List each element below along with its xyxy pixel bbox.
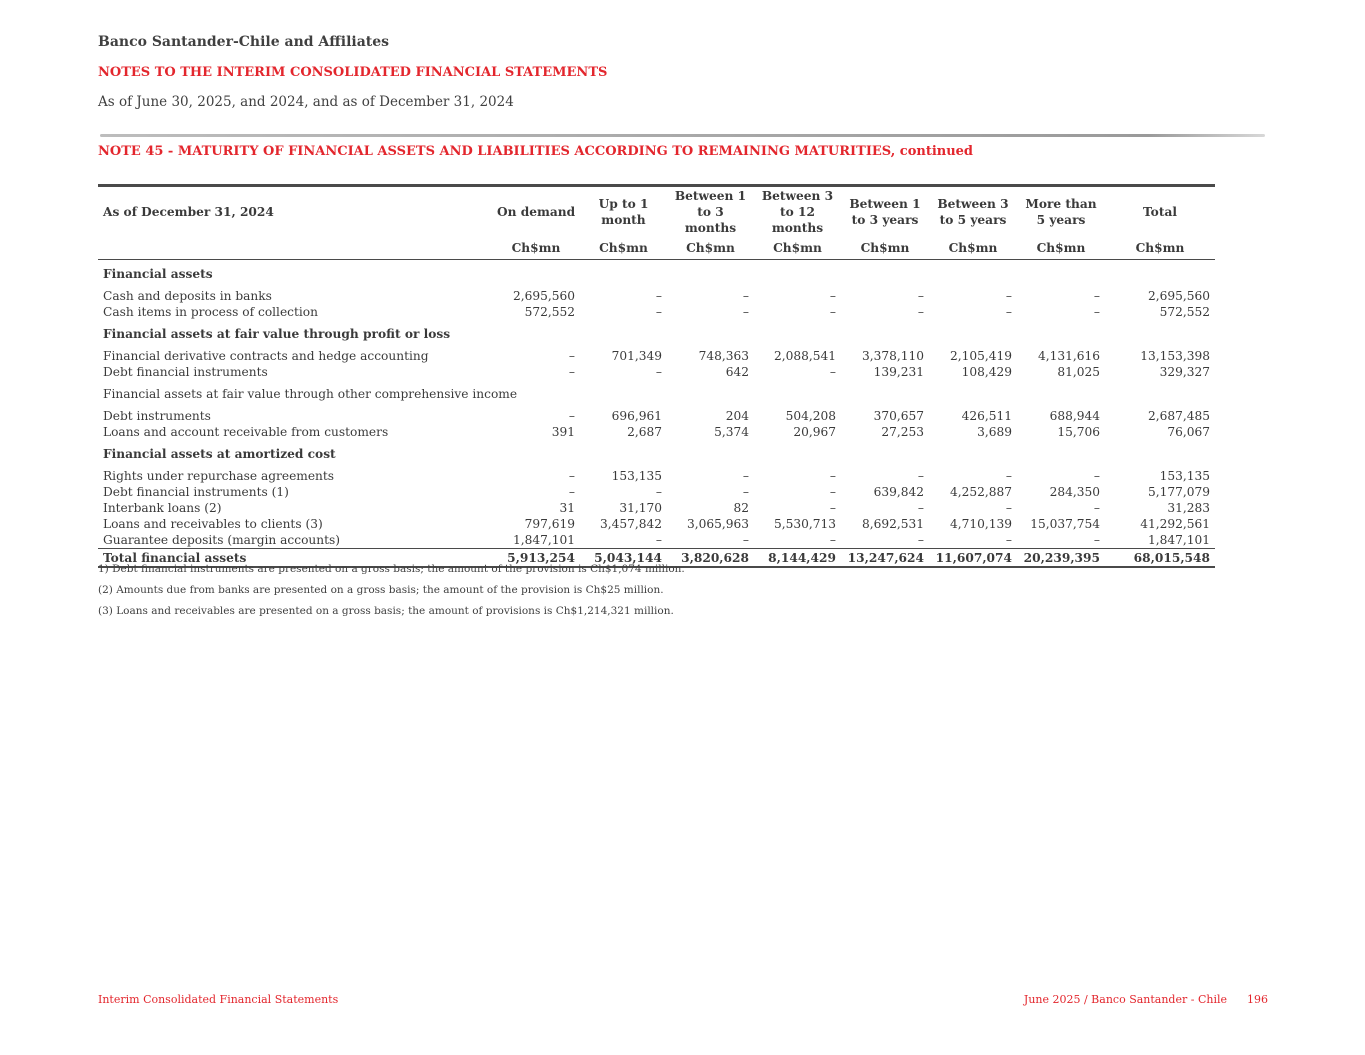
table-row xyxy=(98,424,1215,440)
cell: 31 xyxy=(559,501,575,515)
footer-document-title: Interim Consolidated Financial Statements xyxy=(98,993,339,1006)
cell: 1,847,101 xyxy=(512,533,575,547)
cell: 688,944 xyxy=(1049,409,1100,423)
footnote: (3) Loans and receivables are presented on a gross basis; the amount of provisions is Ch$1,214,321 million. xyxy=(98,605,674,617)
cell: 76,067 xyxy=(1167,425,1210,439)
column-header: Between 1 to 3 months xyxy=(674,189,747,236)
cell: – xyxy=(655,289,662,303)
footer-report-period: June 2025 / Banco Santander - Chile xyxy=(1023,993,1227,1006)
section-heading-row xyxy=(98,380,1215,404)
cell: 3,689 xyxy=(977,425,1012,439)
cell: – xyxy=(742,289,749,303)
cell: – xyxy=(655,533,662,547)
cell: – xyxy=(568,349,575,363)
row-label: Debt instruments xyxy=(103,409,211,423)
cell: – xyxy=(655,365,662,379)
table-row xyxy=(98,364,1215,380)
cell: 2,088,541 xyxy=(773,349,836,363)
table-row xyxy=(98,516,1215,532)
cell: – xyxy=(568,409,575,423)
cell: 329,327 xyxy=(1159,365,1210,379)
cell: 701,349 xyxy=(611,349,662,363)
cell: – xyxy=(742,469,749,483)
row-label: Debt financial instruments xyxy=(103,365,268,379)
unit-row xyxy=(98,238,1215,260)
column-header: Between 3 to 12 months xyxy=(761,189,834,236)
cell: 153,135 xyxy=(611,469,662,483)
cell: 3,378,110 xyxy=(861,349,924,363)
unit-label: Ch$mn xyxy=(511,241,561,256)
cell: 2,695,560 xyxy=(1147,289,1210,303)
cell: – xyxy=(917,533,924,547)
cell: 370,657 xyxy=(873,409,924,423)
cell: – xyxy=(568,365,575,379)
cell: – xyxy=(1093,469,1100,483)
table-row xyxy=(98,404,1215,424)
cell: 639,842 xyxy=(873,485,924,499)
cell: 81,025 xyxy=(1057,365,1100,379)
cell: – xyxy=(829,289,836,303)
row-label: Cash items in process of collection xyxy=(103,305,318,319)
cell: 5,177,079 xyxy=(1147,485,1210,499)
cell: – xyxy=(829,533,836,547)
section-heading: Financial assets xyxy=(103,267,213,281)
cell: 284,350 xyxy=(1049,485,1100,499)
cell: – xyxy=(742,533,749,547)
cell: – xyxy=(917,501,924,515)
cell: 153,135 xyxy=(1159,469,1210,483)
table-row xyxy=(98,500,1215,516)
cell: – xyxy=(1093,533,1100,547)
cell: 4,710,139 xyxy=(949,517,1012,531)
section-heading-row xyxy=(98,440,1215,464)
cell: 139,231 xyxy=(873,365,924,379)
unit-label: Ch$mn xyxy=(773,241,822,256)
cell: 391 xyxy=(551,425,575,439)
cell: – xyxy=(829,485,836,499)
total-cell: 20,239,395 xyxy=(1017,549,1105,568)
row-label: Rights under repurchase agreements xyxy=(103,469,335,483)
cell: 15,037,754 xyxy=(1030,517,1100,531)
cell: 3,065,963 xyxy=(686,517,749,531)
column-header: Up to 1 month xyxy=(598,197,649,228)
column-header: More than 5 years xyxy=(1025,197,1097,228)
header-divider xyxy=(100,134,1265,137)
cell: – xyxy=(829,365,836,379)
company-name: Banco Santander-Chile and Affiliates xyxy=(98,34,390,50)
total-cell: 68,015,548 xyxy=(1105,549,1215,568)
cell: 2,687,485 xyxy=(1147,409,1210,423)
column-header: On demand xyxy=(497,205,576,220)
column-header: Between 1 to 3 years xyxy=(849,197,921,228)
footnotes xyxy=(98,562,685,625)
row-label: Loans and account receivable from customers xyxy=(103,425,389,439)
unit-label: Ch$mn xyxy=(860,241,910,256)
note-title: NOTE 45 - MATURITY OF FINANCIAL ASSETS AND LIABILITIES ACCORDING TO REMAINING MATURITIES, continued xyxy=(98,144,974,159)
cell: – xyxy=(742,485,749,499)
cell: 5,374 xyxy=(714,425,749,439)
cell: – xyxy=(1005,289,1012,303)
total-cell: 11,607,074 xyxy=(929,549,1017,568)
cell: – xyxy=(917,469,924,483)
row-label: Cash and deposits in banks xyxy=(103,289,272,303)
row-label: Financial derivative contracts and hedge accounting xyxy=(103,349,429,363)
notes-title: NOTES TO THE INTERIM CONSOLIDATED FINANCIAL STATEMENTS xyxy=(98,65,608,80)
unit-label: Ch$mn xyxy=(599,241,648,256)
cell: 696,961 xyxy=(611,409,662,423)
cell: – xyxy=(1005,533,1012,547)
cell: 2,687 xyxy=(627,425,662,439)
row-label: Loans and receivables to clients (3) xyxy=(103,517,323,531)
cell: – xyxy=(1005,305,1012,319)
cell: 31,283 xyxy=(1167,501,1210,515)
table-header-row xyxy=(98,186,1215,238)
cell: – xyxy=(655,485,662,499)
page-number: 196 xyxy=(1247,993,1268,1006)
cell: – xyxy=(829,501,836,515)
cell: 5,530,713 xyxy=(773,517,836,531)
row-label: Debt financial instruments (1) xyxy=(103,485,289,499)
cell: 4,252,887 xyxy=(949,485,1012,499)
cell: – xyxy=(917,305,924,319)
cell: 15,706 xyxy=(1057,425,1100,439)
cell: 2,105,419 xyxy=(949,349,1012,363)
report-dates: As of June 30, 2025, and 2024, and as of December 31, 2024 xyxy=(98,94,514,110)
cell: – xyxy=(1093,289,1100,303)
column-header: Total xyxy=(1143,205,1177,220)
cell: – xyxy=(568,485,575,499)
table-row xyxy=(98,304,1215,320)
cell: – xyxy=(1093,305,1100,319)
section-heading-row xyxy=(98,260,1215,285)
total-cell: 5,043,144 xyxy=(580,549,667,568)
cell: 748,363 xyxy=(698,349,749,363)
cell: 797,619 xyxy=(524,517,575,531)
cell: 41,292,561 xyxy=(1140,517,1210,531)
total-cell: 13,247,624 xyxy=(841,549,929,568)
row-label: Guarantee deposits (margin accounts) xyxy=(103,533,341,547)
total-label: Total financial assets xyxy=(98,549,492,568)
cell: 642 xyxy=(725,365,749,379)
total-cell: 3,820,628 xyxy=(667,549,754,568)
footnote: 1) Debt financial instruments are presented on a gross basis; the amount of the provision is Ch$1,074 million. xyxy=(98,563,685,575)
cell: 426,511 xyxy=(961,409,1012,423)
cell: 504,208 xyxy=(785,409,836,423)
cell: – xyxy=(1005,501,1012,515)
cell: 4,131,616 xyxy=(1037,349,1100,363)
table-row xyxy=(98,344,1215,364)
cell: 204 xyxy=(725,409,749,423)
section-heading: Financial assets at amortized cost xyxy=(103,447,336,461)
total-cell: 5,913,254 xyxy=(492,549,580,568)
table-row xyxy=(98,532,1215,549)
cell: 572,552 xyxy=(524,305,575,319)
unit-label: Ch$mn xyxy=(1036,241,1086,256)
cell: 3,457,842 xyxy=(599,517,662,531)
unit-label: Ch$mn xyxy=(948,241,998,256)
cell: 2,695,560 xyxy=(512,289,575,303)
cell: 1,847,101 xyxy=(1147,533,1210,547)
cell: 108,429 xyxy=(961,365,1012,379)
cell: 82 xyxy=(733,501,749,515)
cell: – xyxy=(829,469,836,483)
cell: 27,253 xyxy=(881,425,924,439)
cell: 572,552 xyxy=(1159,305,1210,319)
row-label: Interbank loans (2) xyxy=(103,501,222,515)
footnote: (2) Amounts due from banks are presented on a gross basis; the amount of the provision is Ch$25 million. xyxy=(98,584,664,596)
table-title: As of December 31, 2024 xyxy=(103,205,274,220)
total-cell: 8,144,429 xyxy=(754,549,841,568)
cell: – xyxy=(1005,469,1012,483)
cell: 8,692,531 xyxy=(861,517,924,531)
table-row xyxy=(98,284,1215,304)
cell: 13,153,398 xyxy=(1140,349,1210,363)
cell: – xyxy=(742,305,749,319)
section-heading: Financial assets at fair value through other comprehensive income xyxy=(103,387,518,401)
cell: – xyxy=(829,305,836,319)
unit-label: Ch$mn xyxy=(1135,241,1185,256)
section-heading: Financial assets at fair value through profit or loss xyxy=(103,327,451,341)
cell: 31,170 xyxy=(619,501,662,515)
cell: – xyxy=(917,289,924,303)
unit-label: Ch$mn xyxy=(686,241,735,256)
cell: – xyxy=(568,469,575,483)
maturity-table xyxy=(98,184,1215,568)
cell: 20,967 xyxy=(793,425,836,439)
table-row xyxy=(98,484,1215,500)
cell: – xyxy=(1093,501,1100,515)
table-row xyxy=(98,464,1215,484)
cell: – xyxy=(655,305,662,319)
section-heading-row xyxy=(98,320,1215,344)
column-header: Between 3 to 5 years xyxy=(937,197,1009,228)
